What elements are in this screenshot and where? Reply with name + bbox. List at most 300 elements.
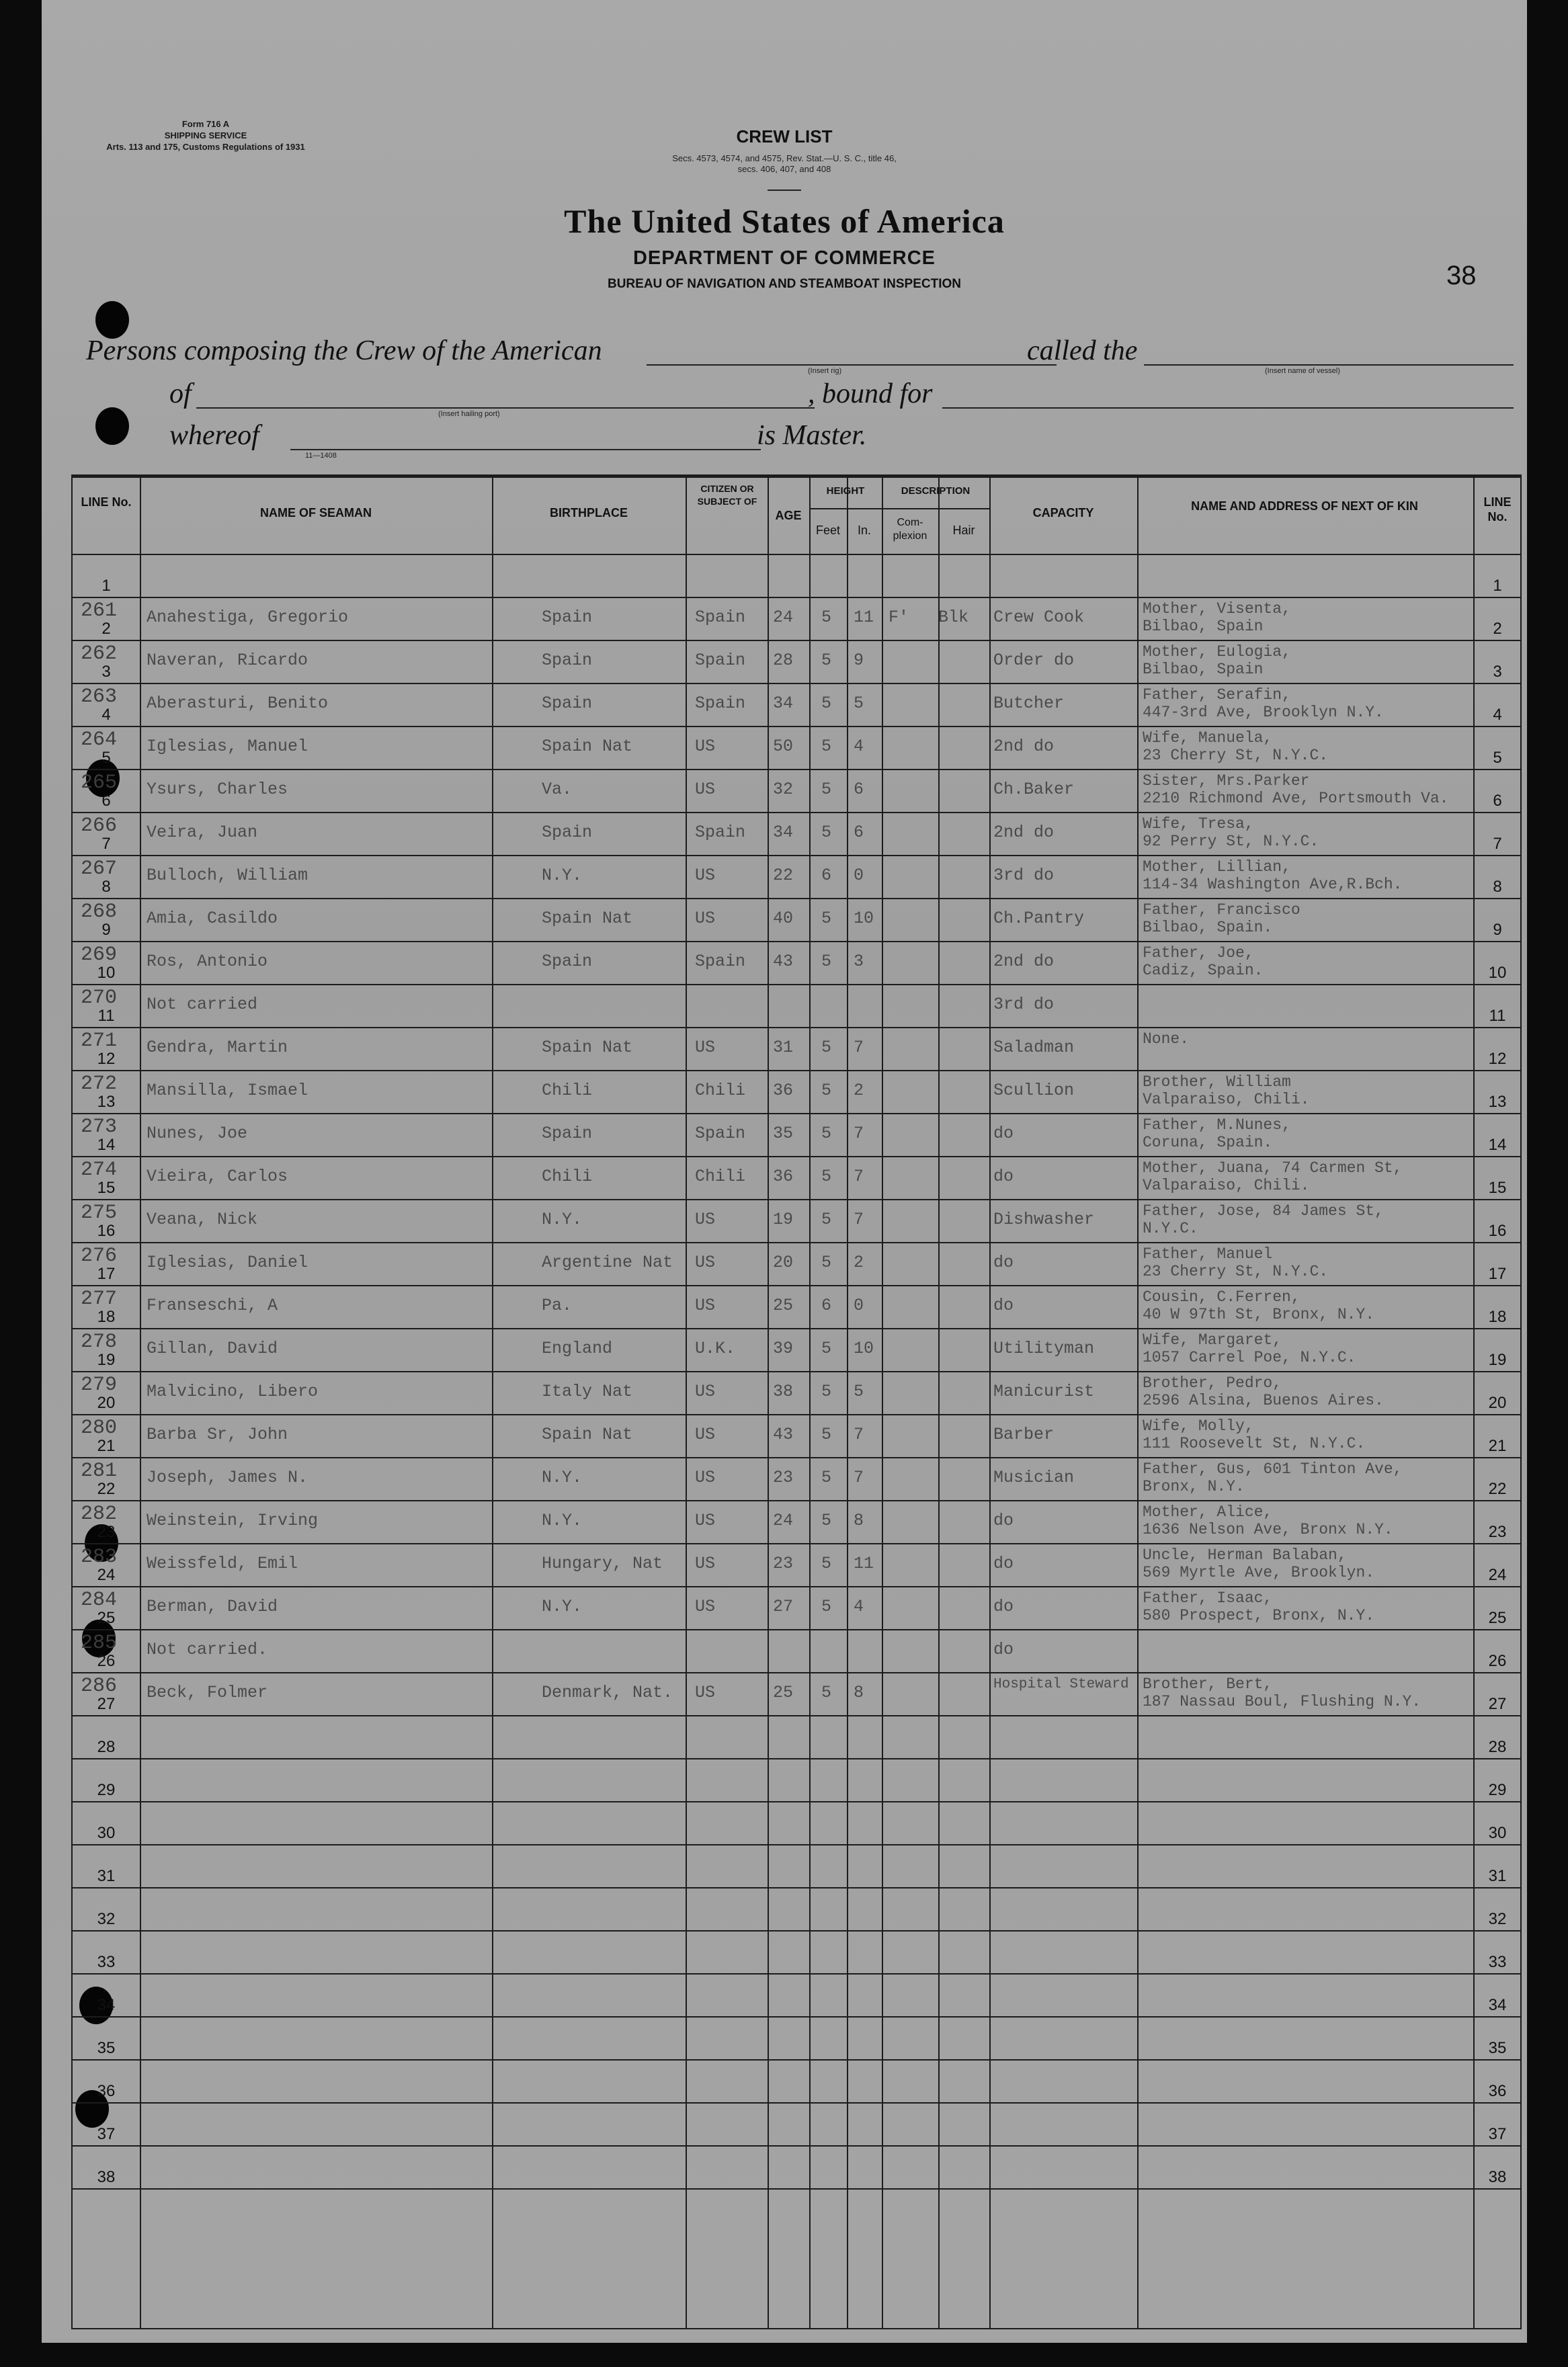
prose-bound-for: , bound for [808,378,933,409]
seaman-name: Malvicino, Libero [147,1382,319,1401]
seaman-name: Ysurs, Charles [147,780,288,799]
next-of-kin-address: 569 Myrtle Ave, Brooklyn. [1143,1564,1375,1581]
row-rule [71,1758,1522,1759]
header-age: AGE [775,509,802,522]
complexion: F' [889,608,909,627]
line-number-right: 1 [1493,577,1502,595]
age: 38 [773,1382,794,1401]
citizenship: US [695,1038,716,1057]
height-feet: 6 [821,1296,832,1315]
citizenship: US [695,1425,716,1444]
line-number-right: 21 [1488,1437,1507,1455]
line-number-right: 36 [1488,2082,1507,2100]
capacity: 2nd do [993,952,1055,971]
line-number: 22 [97,1480,116,1498]
line-number-right: 4 [1493,706,1502,724]
header-next-of-kin: NAME AND ADDRESS OF NEXT OF KIN [1191,499,1418,513]
seaman-name: Mansilla, Ismael [147,1081,308,1100]
table-bottom-rule [71,2328,1522,2329]
next-of-kin-address: 580 Prospect, Bronx, N.Y. [1143,1607,1375,1624]
height-inches: 7 [854,1038,864,1057]
col-rule [847,474,848,2329]
line-number: 15 [97,1179,116,1197]
line-number: 4 [101,706,111,724]
capacity: do [993,1554,1014,1573]
seaman-name: Not carried [147,995,258,1014]
birthplace: Italy Nat [542,1382,633,1401]
seaman-name: Joseph, James N. [147,1468,308,1487]
citizenship: US [695,866,716,885]
age: 50 [773,737,794,756]
next-of-kin-name: Mother, Juana, 74 Carmen St, [1143,1159,1403,1177]
citizenship: Spain [695,1124,746,1143]
height-feet: 5 [821,608,832,627]
line-number: 13 [97,1093,116,1111]
seaman-seq-number: 272 [81,1073,118,1095]
line-number: 9 [101,921,111,939]
height-feet: 5 [821,1554,832,1573]
height-feet: 5 [821,780,832,799]
next-of-kin-name: Brother, Bert, [1143,1675,1273,1693]
seaman-name: Naveran, Ricardo [147,651,308,670]
citizenship: US [695,1253,716,1272]
next-of-kin-address: 23 Cherry St, N.Y.C. [1143,1263,1329,1280]
seaman-name: Iglesias, Manuel [147,737,308,756]
capacity: Musician [993,1468,1075,1487]
age: 36 [773,1081,794,1100]
master-blank[interactable] [290,449,761,450]
height-feet: 5 [821,1425,832,1444]
citizenship: Chili [695,1167,746,1186]
capacity: do [993,1511,1014,1530]
birthplace: Spain Nat [542,737,633,756]
next-of-kin-address: 2210 Richmond Ave, Portsmouth Va. [1143,790,1449,807]
citizenship: US [695,1554,716,1573]
row-rule [71,2145,1522,2147]
seaman-name: Beck, Folmer [147,1683,268,1702]
capacity: do [993,1296,1014,1315]
next-of-kin-address: Bilbao, Spain [1143,661,1264,678]
form-service: SHIPPING SERVICE [164,130,247,140]
header-name: NAME OF SEAMAN [260,506,372,520]
capacity: do [993,1640,1014,1659]
line-number-right: 24 [1488,1566,1507,1584]
line-number: 32 [97,1910,116,1928]
row-rule [71,2059,1522,2061]
age: 28 [773,651,794,670]
seaman-name: Nunes, Joe [147,1124,248,1143]
line-number-right: 18 [1488,1308,1507,1326]
seaman-seq-number: 265 [81,772,118,794]
height-feet: 5 [821,651,832,670]
seaman-name: Veira, Juan [147,823,258,842]
height-inches: 0 [854,866,864,885]
citizenship: Spain [695,608,746,627]
citizenship: U.K. [695,1339,736,1358]
hair: Blk [938,608,969,627]
row-rule [71,1328,1522,1329]
port-blank[interactable] [196,407,815,409]
height-feet: 5 [821,737,832,756]
seaman-name: Berman, David [147,1597,278,1616]
line-number: 38 [97,2168,116,2186]
height-feet: 5 [821,1597,832,1616]
vessel-blank[interactable] [1144,364,1514,366]
birthplace: N.Y. [542,1468,583,1487]
height-feet: 5 [821,1468,832,1487]
line-number: 14 [97,1136,116,1154]
seaman-seq-number: 268 [81,901,118,923]
age: 31 [773,1038,794,1057]
seaman-name: Not carried. [147,1640,268,1659]
next-of-kin-name: None. [1143,1030,1190,1048]
seaman-seq-number: 262 [81,642,118,665]
line-number-right: 9 [1493,921,1502,939]
birthplace: N.Y. [542,1210,583,1229]
line-number: 12 [97,1050,116,1068]
height-inches: 7 [854,1425,864,1444]
height-inches: 0 [854,1296,864,1315]
seaman-name: Amia, Casildo [147,909,278,928]
height-feet: 5 [821,1683,832,1702]
row-rule [71,1199,1522,1200]
citizenship: US [695,1683,716,1702]
birthplace: N.Y. [542,1597,583,1616]
seaman-seq-number: 261 [81,599,118,622]
height-feet: 5 [821,1382,832,1401]
height-inches: 8 [854,1683,864,1702]
next-of-kin-address: 2596 Alsina, Buenos Aires. [1143,1392,1384,1409]
row-rule [71,1930,1522,1932]
line-number-right: 13 [1488,1093,1507,1111]
line-number-right: 8 [1493,878,1502,896]
line-number: 21 [97,1437,116,1455]
line-number-right: 30 [1488,1824,1507,1842]
next-of-kin-address: 114-34 Washington Ave,R.Bch. [1143,876,1403,893]
row-rule [71,855,1522,856]
next-of-kin-address: Valparaiso, Chili. [1143,1177,1310,1194]
birthplace: Spain [542,694,593,713]
next-of-kin-name: Father, Gus, 601 Tinton Ave, [1143,1460,1403,1478]
age: 32 [773,780,794,799]
seaman-name: Ros, Antonio [147,952,268,971]
next-of-kin-address: Bilbao, Spain. [1143,919,1273,936]
line-number-right: 37 [1488,2125,1507,2143]
line-number: 26 [97,1652,116,1670]
line-number: 6 [101,792,111,810]
row-rule [71,1414,1522,1415]
row-rule [71,1629,1522,1630]
punch-hole [95,407,129,445]
seaman-seq-number: 285 [81,1632,118,1655]
height-inches: 4 [854,737,864,756]
seaman-seq-number: 286 [81,1675,118,1698]
next-of-kin-address: 111 Roosevelt St, N.Y.C. [1143,1435,1366,1452]
capacity: Hospital Steward [993,1677,1129,1692]
line-number: 31 [97,1867,116,1885]
line-number-right: 26 [1488,1652,1507,1670]
row-rule [71,1070,1522,1071]
row-rule [71,2188,1522,2190]
next-of-kin-name: Father, Manuel [1143,1245,1273,1263]
birthplace: N.Y. [542,1511,583,1530]
seaman-seq-number: 279 [81,1374,118,1397]
age: 19 [773,1210,794,1229]
statutes-line-2: secs. 406, 407, and 408 [737,164,831,174]
line-number: 27 [97,1695,116,1713]
next-of-kin-name: Wife, Margaret, [1143,1331,1282,1349]
country-title: The United States of America [564,202,1005,240]
capacity: Butcher [993,694,1065,713]
line-number: 1 [101,577,111,595]
height-feet: 5 [821,1511,832,1530]
line-number: 16 [97,1222,116,1240]
height-inches: 7 [854,1468,864,1487]
seaman-seq-number: 274 [81,1159,118,1181]
line-number-right: 22 [1488,1480,1507,1498]
citizenship: Chili [695,1081,746,1100]
capacity: Scullion [993,1081,1075,1100]
crew-table [71,474,1522,2329]
line-number: 3 [101,663,111,681]
col-rule [882,474,883,2329]
seaman-name: Iglesias, Daniel [147,1253,308,1272]
line-number-right: 28 [1488,1738,1507,1756]
birthplace: N.Y. [542,866,583,885]
next-of-kin-address: 187 Nassau Boul, Flushing N.Y. [1143,1693,1421,1710]
capacity: Ch.Baker [993,780,1075,799]
row-rule [71,1156,1522,1157]
line-number-right: 31 [1488,1867,1507,1885]
bureau-title: BUREAU OF NAVIGATION AND STEAMBOAT INSPECTION [607,277,962,291]
row-rule [71,984,1522,985]
seaman-name: Barba Sr, John [147,1425,288,1444]
header-inches: In. [857,524,871,537]
header-feet: Feet [815,524,841,537]
line-number-right: 20 [1488,1394,1507,1412]
birthplace: Spain [542,823,593,842]
vessel-hint: (Insert name of vessel) [1265,367,1340,375]
seaman-name: Bulloch, William [147,866,308,885]
age: 24 [773,608,794,627]
page-number: 38 [1446,261,1477,290]
next-of-kin-name: Sister, Mrs.Parker [1143,772,1310,790]
capacity: 2nd do [993,823,1055,842]
next-of-kin-name: Cousin, C.Ferren, [1143,1288,1301,1306]
height-feet: 5 [821,1081,832,1100]
capacity: do [993,1167,1014,1186]
capacity: Order do [993,651,1075,670]
age: 23 [773,1468,794,1487]
seaman-seq-number: 282 [81,1503,118,1526]
seaman-seq-number: 276 [81,1245,118,1268]
capacity: Ch.Pantry [993,909,1085,928]
header-rule [71,554,1522,555]
height-feet: 5 [821,1253,832,1272]
row-rule [71,1715,1522,1716]
seaman-name: Gendra, Martin [147,1038,288,1057]
line-number-right: 12 [1488,1050,1507,1068]
col-rule [1137,474,1139,2329]
line-number-right: 10 [1488,964,1507,982]
crew-list-title: CREW LIST [736,126,833,147]
line-number-right: 5 [1493,749,1502,767]
header-birthplace: BIRTHPLACE [550,506,628,520]
prose-is-master: is Master. [757,420,867,451]
punch-hole [95,301,129,339]
capacity: Saladman [993,1038,1075,1057]
height-feet: 5 [821,952,832,971]
height-inches: 3 [854,952,864,971]
row-rule [71,1887,1522,1888]
print-code: 11—1408 [305,452,337,460]
birthplace: Spain Nat [542,1425,633,1444]
next-of-kin-address: 1636 Nelson Ave, Bronx N.Y. [1143,1521,1393,1538]
birthplace: Pa. [542,1296,573,1315]
line-number: 20 [97,1394,116,1412]
line-number-right: 29 [1488,1781,1507,1799]
header-line-no: LINE No. [81,495,132,509]
crew-list-sheet [42,0,1527,2343]
row-rule [71,597,1522,598]
line-number: 5 [101,749,111,767]
row-rule [71,1113,1522,1114]
row-rule [71,1242,1522,1243]
next-of-kin-name: Wife, Manuela, [1143,729,1273,747]
next-of-kin-address: Bilbao, Spain [1143,618,1264,635]
row-rule [71,769,1522,770]
row-rule [71,898,1522,899]
birthplace: Hungary, Nat [542,1554,663,1573]
age: 34 [773,694,794,713]
age: 25 [773,1296,794,1315]
line-number: 36 [97,2082,116,2100]
birthplace: Denmark, Nat. [542,1683,673,1702]
seaman-seq-number: 277 [81,1288,118,1311]
seaman-seq-number: 270 [81,987,118,1009]
line-number-right: 7 [1493,835,1502,853]
next-of-kin-name: Mother, Alice, [1143,1503,1273,1521]
col-rule [938,474,940,2329]
line-number-right: 23 [1488,1523,1507,1541]
seaman-name: Aberasturi, Benito [147,694,329,713]
line-number-right: 2 [1493,620,1502,638]
seaman-seq-number: 273 [81,1116,118,1138]
line-number-right: 38 [1488,2168,1507,2186]
age: 20 [773,1253,794,1272]
height-feet: 5 [821,823,832,842]
prose-whereof: whereof [169,420,259,451]
rig-hint: (Insert rig) [808,367,842,375]
table-top-rule [71,474,1522,478]
citizenship: US [695,1210,716,1229]
col-rule [1473,474,1475,2329]
capacity: Manicurist [993,1382,1095,1401]
row-rule [71,1371,1522,1372]
citizenship: US [695,909,716,928]
birthplace: Spain [542,952,593,971]
row-rule [71,640,1522,641]
seaman-seq-number: 275 [81,1202,118,1224]
seaman-seq-number: 278 [81,1331,118,1354]
destination-blank[interactable] [942,407,1514,409]
seaman-name: Anahestiga, Gregorio [147,608,349,627]
next-of-kin-address: Coruna, Spain. [1143,1134,1273,1151]
line-number-right: 34 [1488,1996,1507,2014]
row-rule [71,1973,1522,1975]
next-of-kin-name: Mother, Visenta, [1143,600,1291,618]
height-inches: 4 [854,1597,864,1616]
next-of-kin-address: Cadiz, Spain. [1143,962,1264,979]
seaman-seq-number: 283 [81,1546,118,1569]
seaman-name: Gillan, David [147,1339,278,1358]
capacity: do [993,1597,1014,1616]
height-inches: 11 [854,608,874,627]
line-number-right: 17 [1488,1265,1507,1283]
citizenship: US [695,780,716,799]
line-number: 34 [97,1996,116,2014]
line-number-right: 33 [1488,1953,1507,1971]
col-rule [809,474,811,2329]
height-feet: 5 [821,1124,832,1143]
form-number: Form 716 A [181,119,230,129]
next-of-kin-address: 23 Cherry St, N.Y.C. [1143,747,1329,764]
height-feet: 5 [821,909,832,928]
line-number: 11 [97,1007,115,1025]
line-number-right: 11 [1489,1007,1506,1025]
seaman-seq-number: 267 [81,858,118,880]
prose-of: of [169,378,192,409]
row-rule [71,812,1522,813]
line-number: 17 [97,1265,116,1283]
citizenship: Spain [695,823,746,842]
seaman-seq-number: 271 [81,1030,118,1052]
line-number-right: 6 [1493,792,1502,810]
citizenship: US [695,737,716,756]
row-rule [71,1500,1522,1501]
rig-blank[interactable] [647,364,1057,366]
height-feet: 5 [821,1167,832,1186]
col-rule [686,474,687,2329]
height-inches: 10 [854,909,874,928]
line-number: 25 [97,1609,116,1627]
header-complexion: Com- plexion [893,517,927,542]
height-inches: 5 [854,694,864,713]
birthplace: Spain [542,651,593,670]
birthplace: Va. [542,780,573,799]
port-hint: (Insert hailing port) [438,410,500,418]
next-of-kin-name: Father, Jose, 84 James St, [1143,1202,1384,1220]
row-rule [71,941,1522,942]
header-capacity: CAPACITY [1032,506,1094,520]
statutes-line-1: Secs. 4573, 4574, and 4575, Rev. Stat.—U. S. C., title 46, [672,153,897,163]
height-inches: 6 [854,823,864,842]
capacity: Barber [993,1425,1055,1444]
col-rule [71,474,73,2329]
birthplace: Spain [542,608,593,627]
row-rule [71,683,1522,684]
line-number-right: 3 [1493,663,1502,681]
header-description: DESCRIPTION [901,485,971,497]
col-rule [1520,474,1522,2329]
height-inches: 7 [854,1124,864,1143]
birthplace: Chili [542,1167,593,1186]
capacity: do [993,1124,1014,1143]
seaman-seq-number: 269 [81,944,118,966]
height-inches: 2 [854,1081,864,1100]
capacity: 3rd do [993,866,1055,885]
next-of-kin-address: Bronx, N.Y. [1143,1478,1245,1495]
